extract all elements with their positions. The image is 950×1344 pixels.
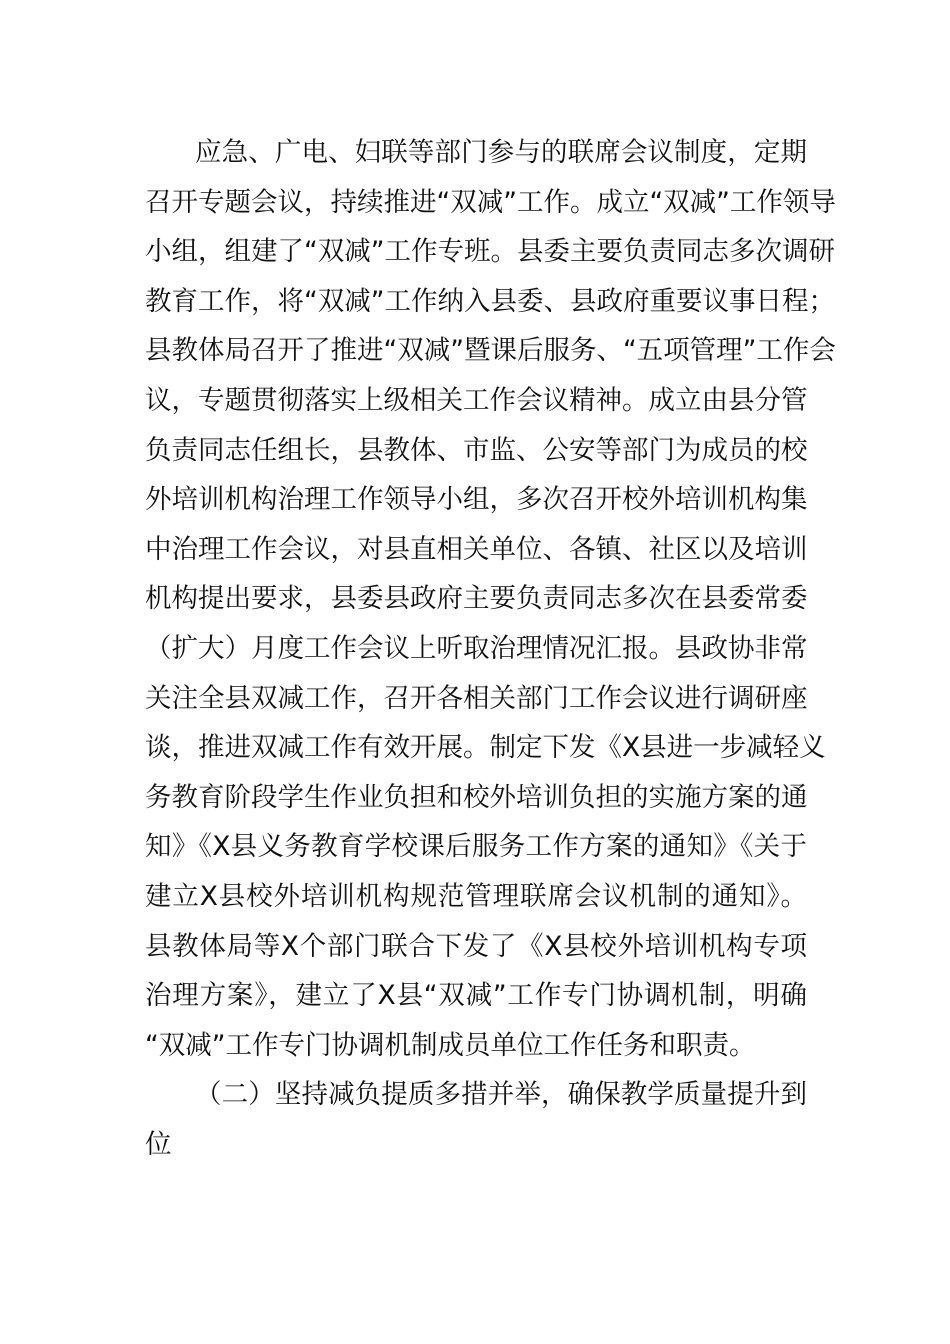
paragraph-line: 应急、广电、妇联等部门参与的联席会议制度，定期 xyxy=(195,137,807,168)
paragraph-line: 关注全县双减工作，召开各相关部门工作会议进行调研座 xyxy=(145,682,808,714)
paragraph-line: 谈，推进双减工作有效开展。制定下发《X县进一步减轻义 xyxy=(145,732,826,764)
paragraph-line: 教育工作，将“双减”工作纳入县委、县政府重要议事日程； xyxy=(145,285,835,317)
paragraph-line: “双减”工作专门协调机制成员单位工作任务和职责。 xyxy=(145,1029,756,1061)
paragraph-line: 知》《X县义务教育学校课后服务工作方案的通知》《关于 xyxy=(145,831,807,863)
paragraph-line: 小组，组建了“双减”工作专班。县委主要负责同志多次调研 xyxy=(145,236,835,268)
document-body xyxy=(145,128,836,1169)
section-heading-line: （二）坚持减负提质多措并举，确保教学质量提升到 xyxy=(195,1079,807,1111)
paragraph-line: 县教体局召开了推进“双减”暨课后服务、“五项管理”工作会 xyxy=(145,335,836,367)
paragraph-line: 务教育阶段学生作业负担和校外培训负担的实施方案的通 xyxy=(145,781,808,813)
paragraph-line: 机构提出要求，县委县政府主要负责同志多次在县委常委 xyxy=(145,583,808,615)
paragraph-line: 治理方案》，建立了X县“双减”工作专门协调机制，明确 xyxy=(145,980,807,1012)
paragraph-line: 县教体局等X个部门联合下发了《X县校外培训机构专项 xyxy=(145,930,807,962)
paragraph-line: （扩大）月度工作会议上听取治理情况汇报。县政协非常 xyxy=(145,632,808,664)
paragraph-line: 议，专题贯彻落实上级相关工作会议精神。成立由县分管 xyxy=(145,384,808,416)
section-heading-line: 位 xyxy=(145,1128,172,1160)
paragraph-line: 负责同志任组长，县教体、市监、公安等部门为成员的校 xyxy=(145,434,808,466)
paragraph-line: 建立X县校外培训机构规范管理联席会议机制的通知》。 xyxy=(145,880,807,912)
paragraph-line: 召开专题会议，持续推进“双减”工作。成立“双减”工作领导 xyxy=(145,186,836,218)
paragraph-line: 中治理工作会议，对县直相关单位、各镇、社区以及培训 xyxy=(145,533,808,565)
paragraph-line: 外培训机构治理工作领导小组，多次召开校外培训机构集 xyxy=(145,484,808,516)
